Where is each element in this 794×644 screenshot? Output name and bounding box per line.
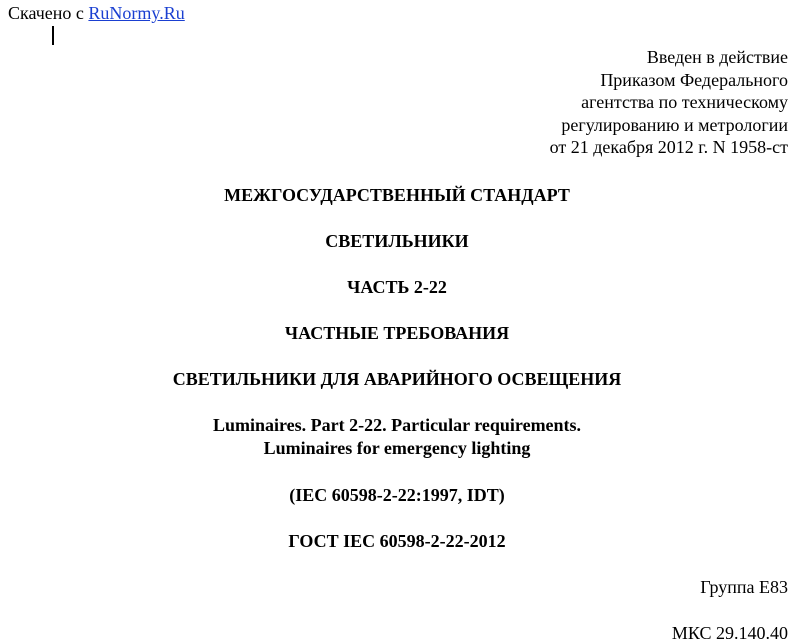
gost-designation: ГОСТ IEC 60598-2-22-2012 (288, 531, 506, 551)
title-heading: СВЕТИЛЬНИКИ (325, 231, 469, 251)
intro-line-5: от 21 декабря 2012 г. N 1958-ст (549, 137, 788, 158)
english-title-line-2: Luminaires for emergency lighting (263, 438, 531, 458)
intro-line-4: регулированию и метрологии (561, 114, 788, 135)
text-cursor (52, 26, 54, 45)
intro-line-3: агентства по техническому (581, 92, 788, 113)
source-prefix: Скачено с (8, 3, 89, 23)
subtitle-heading: ЧАСТНЫЕ ТРЕБОВАНИЯ (284, 323, 510, 343)
introduction-block (550, 46, 788, 159)
intro-line-1: Введен в действие (646, 47, 788, 67)
group-label: Группа Е83 (700, 577, 788, 597)
intro-line-2: Приказом Федерального (600, 69, 788, 90)
subject-heading: СВЕТИЛЬНИКИ ДЛЯ АВАРИЙНОГО ОСВЕЩЕНИЯ (172, 369, 622, 389)
part-heading: ЧАСТЬ 2-22 (347, 277, 447, 297)
source-link[interactable]: RuNormy.Ru (88, 3, 185, 23)
english-title-line-1: Luminaires. Part 2-22. Particular requirements. (212, 415, 582, 435)
english-title (0, 414, 794, 460)
standard-type-heading: МЕЖГОСУДАРСТВЕННЫЙ СТАНДАРТ (224, 185, 570, 205)
source-line (8, 2, 185, 24)
mks-label: МКС 29.140.40 (671, 623, 788, 643)
iec-reference: (IEC 60598-2-22:1997, IDT) (289, 485, 505, 505)
